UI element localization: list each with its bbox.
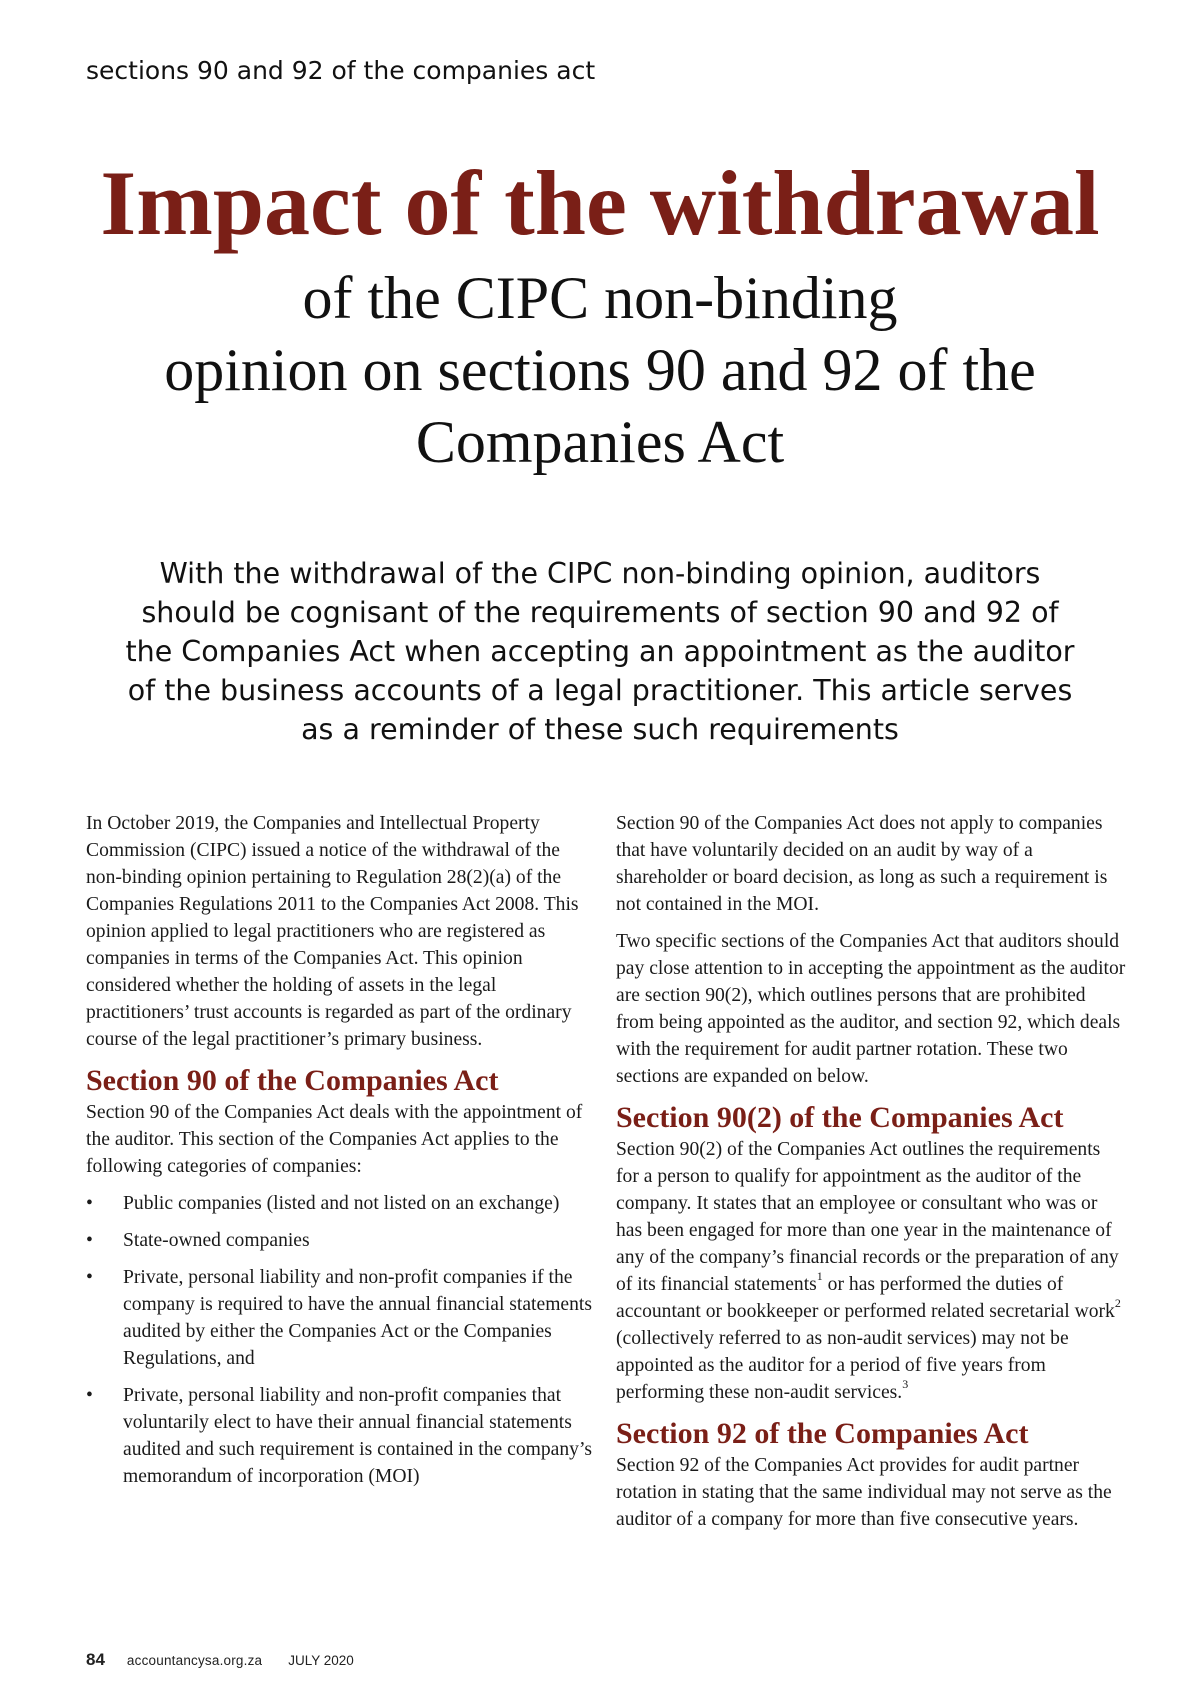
list-item-text: Private, personal liability and non-profit companies if the company is required to have the annual financial statements audited by either the Companies Act or the Companies Regulations, and [123,1267,592,1369]
section-92-paragraph: Section 92 of the Companies Act provides for audit partner rotation in stating that the same individual may not serve as the auditor of a company for more than five consecutive years. [616,1455,1112,1530]
company-categories-list [86,1190,598,1490]
list-item [86,1382,598,1490]
intro-paragraph: In October 2019, the Companies and Intellectual Property Commission (CIPC) issued a notice of the withdrawal of the non-binding opinion pertaining to Regulation 28(2)(a) of the Companies Regulations 2011 to the Companies Act 2008. This opinion applied to legal practitioners who are registered as companies in terms of the Companies Act. This opinion considered whether the holding of assets in the legal practitioners’ trust accounts is regarded as part of the ordinary course of the legal practitioner’s primary business. [86,813,579,1050]
list-item-text: Private, personal liability and non-profit companies that voluntarily elect to have their annual financial statements audited and such requirement is contained in the company’s memorandum of incorporation (MOI) [123,1385,593,1487]
bullet-icon: • [86,1267,93,1288]
list-item-text: State-owned companies [123,1230,310,1251]
section-90-2-heading: Section 90(2) of the Companies Act [616,1101,1064,1134]
subtitle-line: opinion on sections 90 and 92 of the [164,337,1036,403]
section-90-heading: Section 90 of the Companies Act [86,1064,499,1097]
footnote-ref-2: 2 [1114,1296,1121,1311]
list-item [86,1227,598,1254]
lead-line: the Companies Act when accepting an appointment as the auditor [125,635,1075,668]
article-subtitle [0,262,1200,478]
footnote-ref-3: 3 [902,1377,909,1392]
moi-paragraph: Section 90 of the Companies Act does not apply to companies that have voluntarily decided on an audit by way of a shareholder or board decision, as long as such a requirement is not contained in the MOI. [616,813,1108,915]
bullet-icon: • [86,1385,93,1406]
section-90-2-text-c: (collectively referred to as non-audit services) may not be appointed as the auditor for a period of five years from performing these non-audit services. [616,1328,1069,1403]
two-sections-paragraph: Two specific sections of the Companies Act that auditors should pay close attention to in accepting the appointment as the auditor are section 90(2), which outlines persons that are prohibited from being appointed as the auditor, and section 92, which deals with the requirement for audit partner rotation. These two sections are expanded on below. [616,931,1126,1087]
footnote-ref-1: 1 [816,1269,823,1284]
section-90-2-text-a: Section 90(2) of the Companies Act outlines the requirements for a person to qualify for appointment as the auditor of the company. It states that an employee or consultant who was or has been engaged for more than one year in the maintenance of any of the company’s financial records or the preparation of any of its financial statements [616,1139,1119,1295]
right-column [616,810,1126,1543]
website-link[interactable]: accountancysa.org.za [126,1653,263,1668]
bullet-icon: • [86,1230,93,1251]
lead-line: as a reminder of these such requirements [301,713,899,746]
list-item-text: Public companies (listed and not listed on an exchange) [123,1193,560,1214]
section-92-heading: Section 92 of the Companies Act [616,1417,1029,1450]
lead-paragraph [100,554,1100,749]
section-90-paragraph: Section 90 of the Companies Act deals with the appointment of the auditor. This section of the Companies Act applies to the following categories of companies: [86,1102,583,1177]
subtitle-line: Companies Act [415,409,785,475]
list-item [86,1264,598,1372]
bullet-icon: • [86,1193,93,1214]
lead-line: of the business accounts of a legal practitioner. This article serves [127,674,1073,707]
lead-line: should be cognisant of the requirements of section 90 and 92 of [141,596,1059,629]
list-item [86,1190,598,1217]
section-90-2-paragraph [616,1136,1126,1406]
lead-line: With the withdrawal of the CIPC non-binding opinion, auditors [159,557,1041,590]
left-column [86,810,598,1500]
section-90-2-text-b: or has performed the duties of accountant or bookkeeper or performed related secretarial work [616,1274,1115,1322]
issue-date: JULY 2020 [288,1653,354,1668]
section-tag: sections 90 and 92 of the companies act [86,56,596,85]
article-title: Impact of the withdrawal [100,152,1100,254]
page-footer [86,1650,354,1670]
subtitle-line: of the CIPC non-binding [302,265,898,331]
page-number: 84 [86,1650,105,1669]
